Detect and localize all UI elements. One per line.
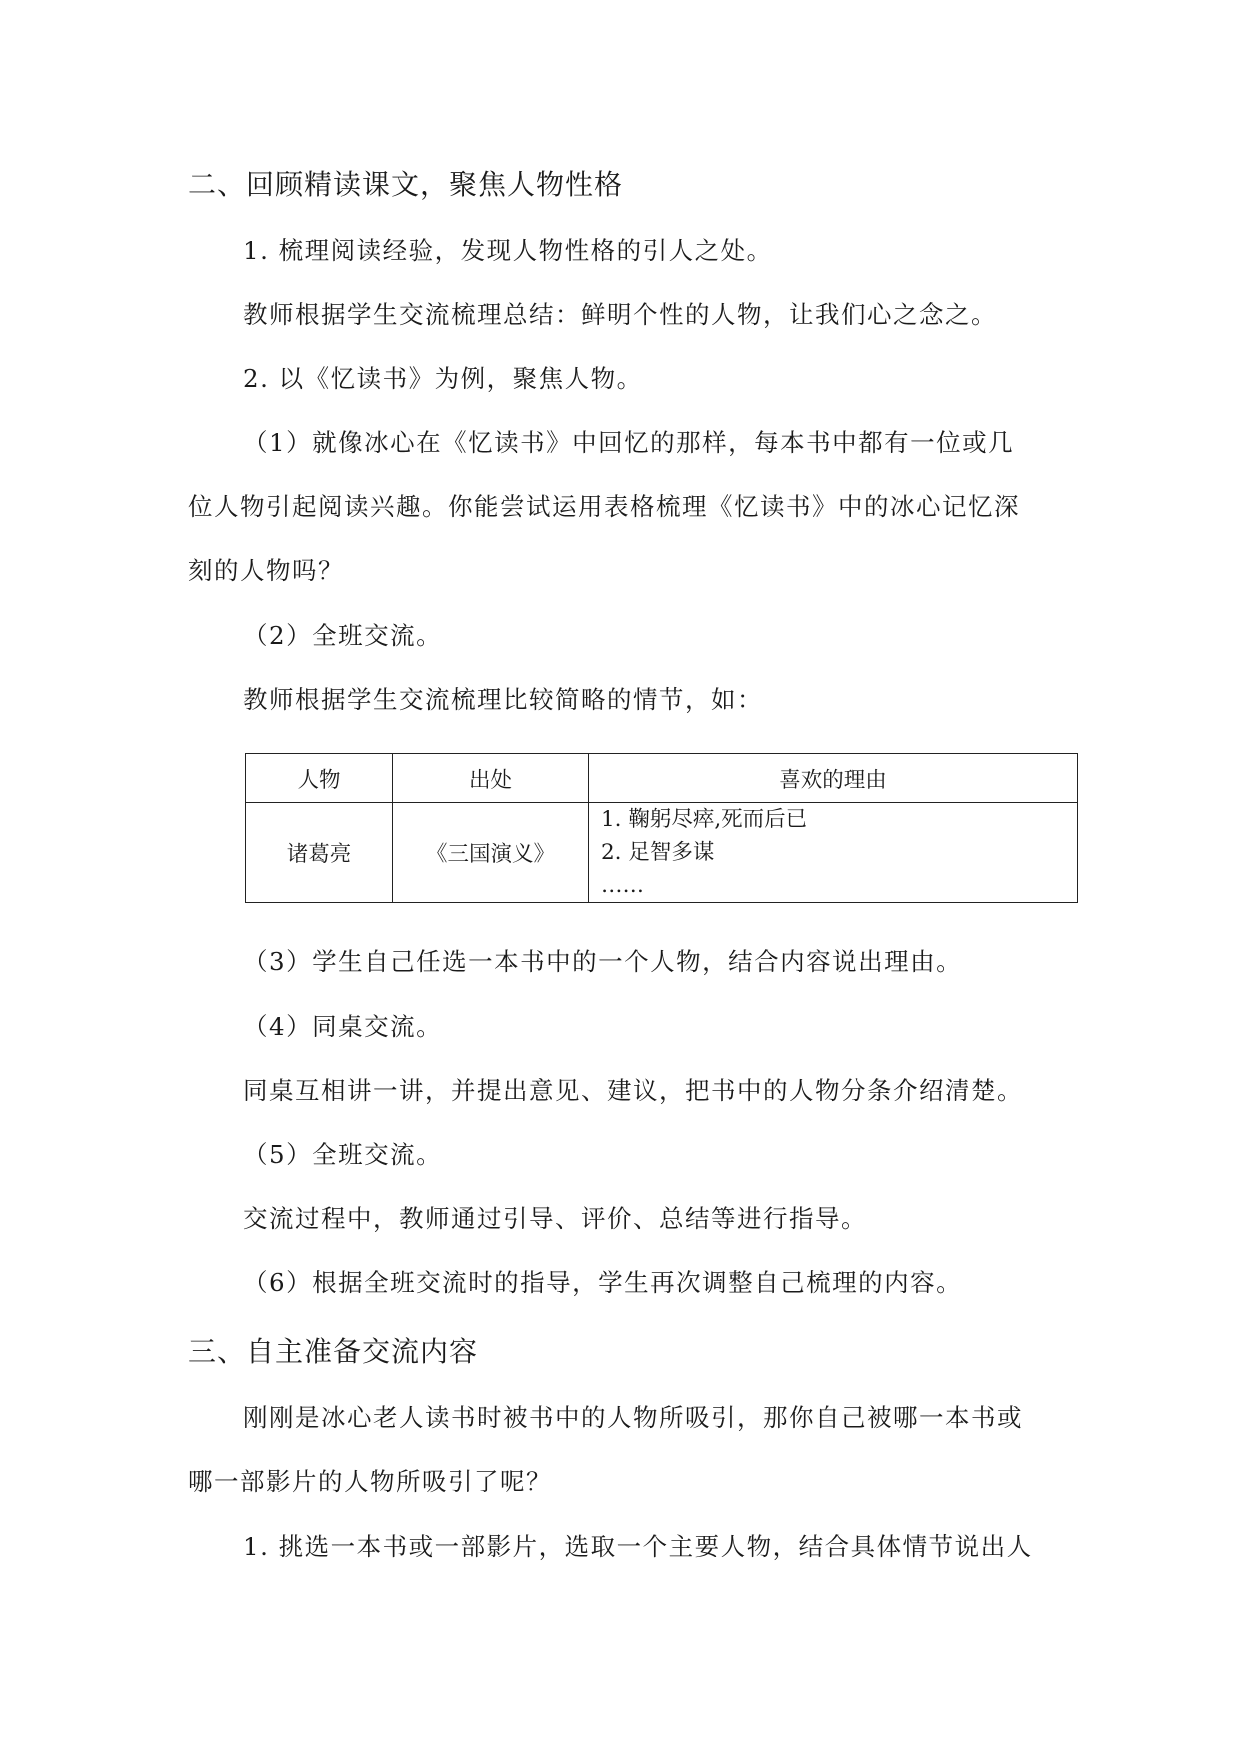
paragraph-line: 刻的人物吗？	[188, 556, 344, 585]
paragraph-line: 位人物引起阅读兴趣。你能尝试运用表格梳理《忆读书》中的冰心记忆深	[188, 492, 1020, 521]
paragraph: 交流过程中，教师通过引导、评价、总结等进行指导。	[243, 1204, 867, 1233]
reason-item: 2. 足智多谋	[601, 840, 715, 865]
paragraph-line: （1）就像冰心在《忆读书》中回忆的那样，每本书中都有一位或几	[243, 428, 1015, 457]
paragraph: 1. 挑选一本书或一部影片，选取一个主要人物，结合具体情节说出人	[243, 1532, 1033, 1561]
paragraph: 教师根据学生交流梳理比较简略的情节，如：	[243, 685, 763, 714]
paragraph: 同桌互相讲一讲，并提出意见、建议，把书中的人物分条介绍清楚。	[243, 1076, 1023, 1105]
paragraph-line: 刚刚是冰心老人读书时被书中的人物所吸引，那你自己被哪一本书或	[243, 1403, 1023, 1432]
paragraph: （3）学生自己任选一本书中的一个人物，结合内容说出理由。	[243, 947, 963, 976]
section-2-heading: 二、回顾精读课文，聚焦人物性格	[188, 168, 624, 201]
paragraph: 1. 梳理阅读经验，发现人物性格的引人之处。	[243, 236, 773, 265]
table-header: 出处	[393, 754, 589, 803]
paragraph: 教师根据学生交流梳理总结：鲜明个性的人物，让我们心之念之。	[243, 300, 997, 329]
paragraph: （2）全班交流。	[243, 621, 443, 650]
table-cell-source: 《三国演义》	[393, 803, 589, 903]
table-header-row	[246, 754, 1078, 803]
character-table	[245, 753, 1078, 903]
section-3-heading: 三、自主准备交流内容	[188, 1335, 479, 1368]
paragraph: 2. 以《忆读书》为例，聚焦人物。	[243, 364, 643, 393]
table-cell-person: 诸葛亮	[246, 803, 393, 903]
table-header: 人物	[246, 754, 393, 803]
reason-item: ……	[601, 873, 644, 898]
table-cell-reasons	[589, 803, 1078, 903]
paragraph: （5）全班交流。	[243, 1140, 443, 1169]
reason-item: 1. 鞠躬尽瘁,死而后已	[601, 807, 808, 832]
paragraph: （6）根据全班交流时的指导，学生再次调整自己梳理的内容。	[243, 1268, 963, 1297]
paragraph: （4）同桌交流。	[243, 1012, 443, 1041]
table-header: 喜欢的理由	[589, 754, 1078, 803]
table-row	[246, 803, 1078, 903]
paragraph-line: 哪一部影片的人物所吸引了呢？	[188, 1467, 552, 1496]
